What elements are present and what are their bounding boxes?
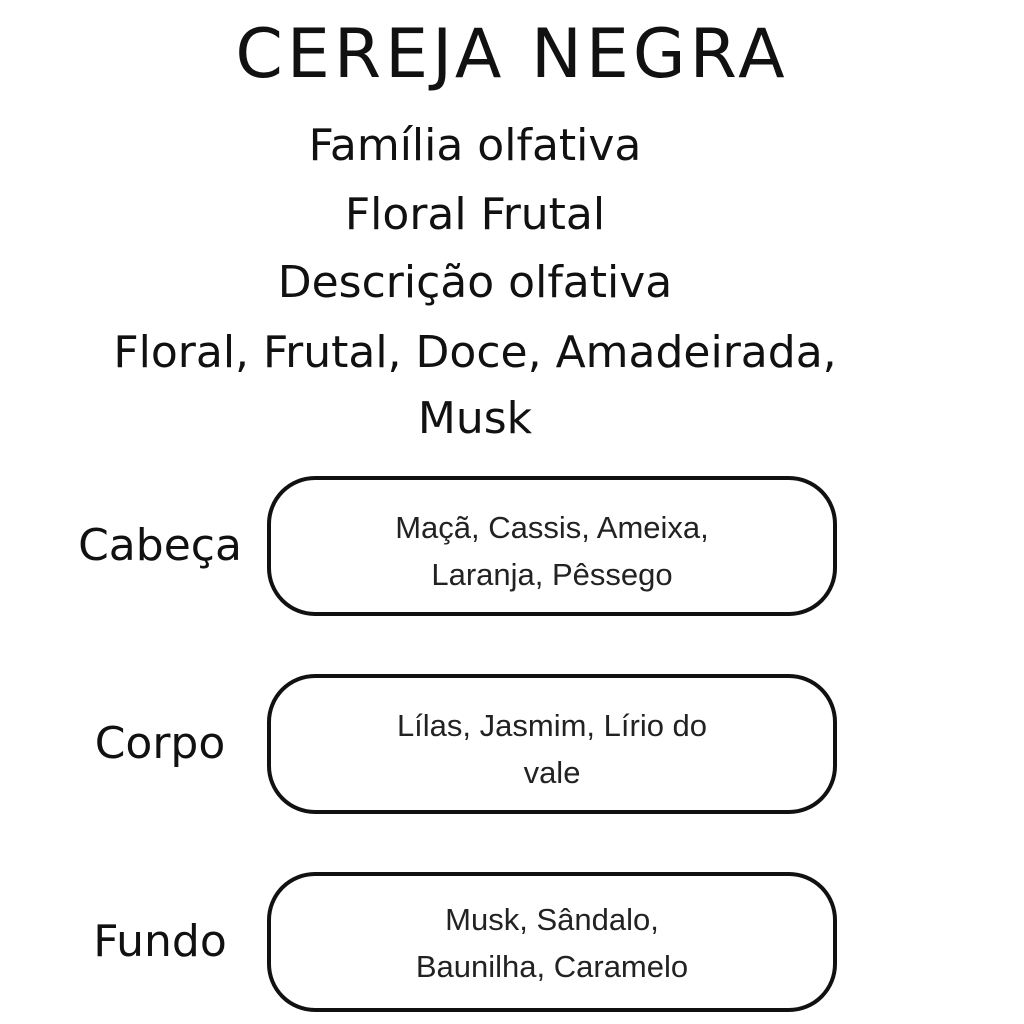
description-heading: Descrição olfativa	[277, 257, 673, 308]
base-notes-box	[267, 872, 837, 1012]
body-notes-box	[267, 674, 837, 814]
family-heading: Família olfativa	[308, 120, 642, 171]
description-line-2: Musk	[417, 393, 533, 444]
base-notes-line-2: Baunilha, Caramelo	[415, 949, 689, 984]
head-notes-text	[271, 504, 833, 598]
body-notes-label: Corpo	[94, 717, 226, 769]
base-notes-row	[0, 872, 1024, 1010]
body-notes-line-1: Lílas, Jasmim, Lírio do	[396, 708, 708, 743]
description-line-1: Floral, Frutal, Doce, Amadeirada,	[113, 327, 837, 378]
base-notes-text	[271, 896, 833, 990]
head-notes-row	[0, 476, 1024, 614]
body-notes-text	[271, 702, 833, 796]
page-title: CEREJA NEGRA	[235, 15, 789, 94]
base-notes-label: Fundo	[93, 915, 227, 967]
base-notes-line-1: Musk, Sândalo,	[445, 902, 659, 937]
head-notes-box	[267, 476, 837, 616]
family-value: Floral Frutal	[344, 189, 606, 240]
body-notes-row	[0, 674, 1024, 812]
body-notes-line-2: vale	[523, 755, 581, 790]
head-notes-line-2: Laranja, Pêssego	[431, 557, 673, 592]
head-notes-label: Cabeça	[78, 519, 242, 571]
head-notes-line-1: Maçã, Cassis, Ameixa,	[395, 510, 709, 545]
